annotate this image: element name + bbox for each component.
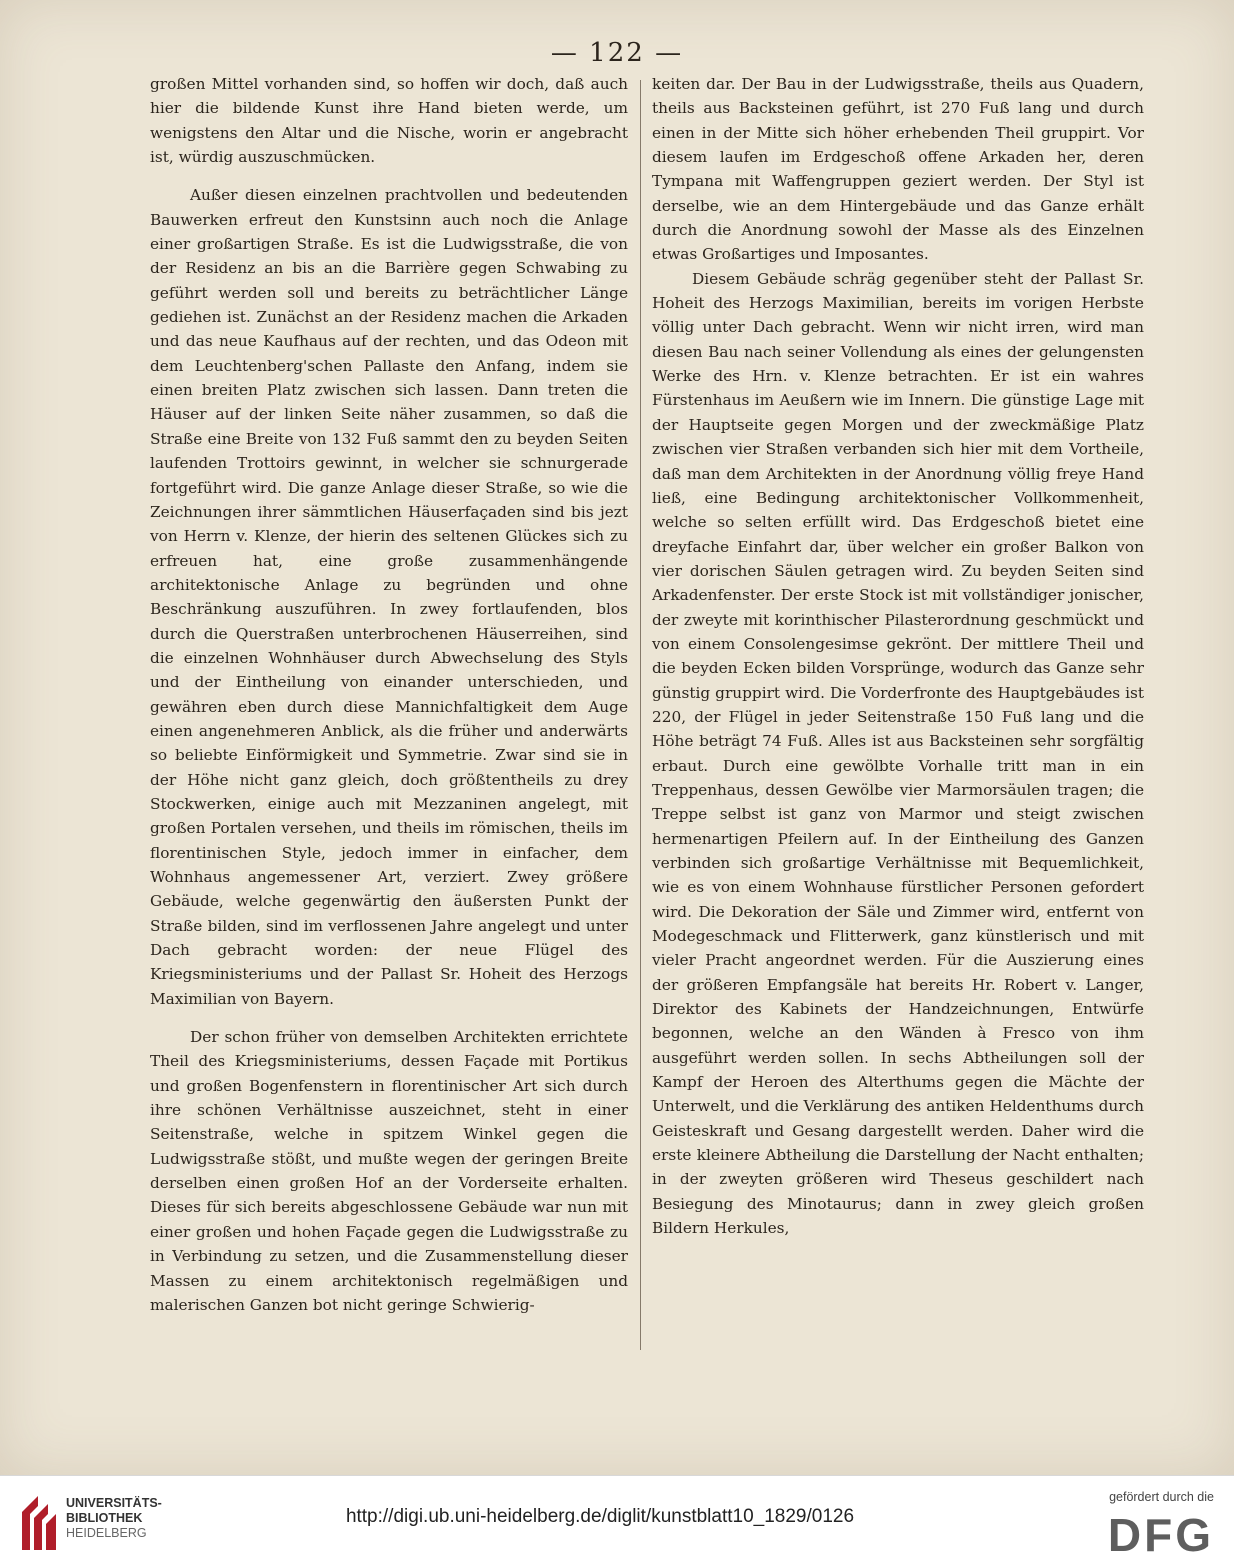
funded-by-label: gefördert durch die — [1109, 1490, 1214, 1504]
right-column — [652, 72, 1144, 1352]
logo-line: HEIDELBERG — [66, 1526, 147, 1540]
university-library-logo-icon — [16, 1492, 60, 1552]
permalink-url[interactable]: http://digi.ub.uni-heidelberg.de/diglit/kunstblatt10_1829/0126 — [345, 1506, 855, 1527]
column-divider — [640, 80, 641, 1350]
viewer-footer — [0, 1475, 1234, 1568]
paragraph: großen Mittel vorhanden sind, so hoffen wir doch, daß auch hier die bildende Kunst ihre Hand bieten werde, um wenigstens den Altar und die Nische, worin er angebracht ist, würdig auszuschmücken. — [150, 75, 628, 167]
page-number: — 122 — — [550, 38, 684, 68]
paragraph: keiten dar. Der Bau in der Ludwigsstraße, theils aus Quadern, theils aus Backsteinen geführt, ist 270 Fuß lang und durch einen in der Mitte sich höher erhebenden Theil gruppirt. Vor diesem laufen im Erdgeschoß offene Arkaden her, deren Tympana mit Waffengruppen geziert werden. Der Styl ist derselbe, wie an dem Hintergebäude und das Ganze erhält durch die Anordnung sowohl der Masse als des Einzelnen etwas Großartiges und Imposantes. — [652, 75, 1144, 264]
paragraph: Diesem Gebäude schräg gegenüber steht der Pallast Sr. Hoheit des Herzogs Maximilian, bereits im vorigen Herbste völlig unter Dach gebracht. Wenn wir nicht irren, wird man diesen Bau nach seiner Vollendung als eines der gelungensten Werke des Hrn. v. Klenze betrachten. Er ist ein wahres Fürstenhaus im Aeußern wie im Innern. Die günstige Lage mit der Hauptseite gegen Morgen und der zweckmäßige Platz zwischen vier Straßen verbanden sich hier mit dem Vortheile, daß man dem Architekten in der Anordnung völlig freye Hand ließ, eine Bedingung architektonischer Vollkommenheit, welche so selten erfüllt wird. Das Erdgeschoß bietet eine dreyfache Einfahrt dar, über welcher ein großer Balkon von vier dorischen Säulen getragen wird. Zu beyden Seiten sind Arkadenfenster. Der erste Stock ist mit vollständiger jonischer, der zweyte mit korinthischer Pilasterordnung geschmückt und von einem Consolengesimse gekrönt. Der mittlere Theil und die beyden Ecken bilden Vorsprünge, wodurch das Ganze sehr günstig gruppirt wird. Die Vorderfronte des Hauptgebäudes ist 220, der Flügel in jeder Seitenstraße 150 Fuß lang und die Höhe beträgt 74 Fuß. Alles ist aus Backsteinen sehr sorgfältig erbaut. Durch eine gewölbte Vorhalle tritt man in ein Treppenhaus, dessen Gewölbe vier Marmorsäulen tragen; die Treppe selbst ist ganz von Marmor und steigt zwischen hermenartigen Pfeilern auf. In der Eintheilung des Ganzen verbinden sich großartige Verhältnisse mit Bequemlichkeit, wie es von einem Wohnhause fürstlicher Personen gefordert wird. Die Dekoration der Säle und Zimmer wird, entfernt von Modegeschmack und Flitterwerk, ganz künstlerisch und mit vieler Pracht angeordnet werden. Für die Auszierung eines der größeren Empfangsäle hat bereits Hr. Robert v. Langer, Direktor des Kabinets der Handzeichnungen, Entwürfe begonnen, welche an den Wänden à Fresco von ihm ausgeführt werden sollen. In sechs Abtheilungen soll der Kampf der Heroen des Alterthums gegen die Mächte der Unterwelt, und die Verklärung des antiken Heldenthums durch Geisteskraft und Gesang dargestellt werden. Daher wird die erste kleinere Abtheilung die Darstellung der Nacht enthalten; in der zweyten größeren wird Theseus geschildert nach Besiegung des Minotaurus; dann in zwey gleich großen Bildern Herkules, — [652, 269, 1144, 1238]
paragraph: Außer diesen einzelnen prachtvollen und bedeutenden Bauwerken erfreut den Kunstsinn auch noch die Anlage einer großartigen Straße. Es ist die Ludwigsstraße, die von der Residenz an bis an die Barrière gegen Schwabing zu geführt werden soll und bereits zu beträchtlicher Länge gediehen ist. Zunächst an der Residenz machen die Arkaden und das neue Kaufhaus auf der rechten, und das Odeon mit dem Leuchtenberg'schen Pallaste den Anfang, indem sie einen breiten Platz zwischen sich lassen. Dann treten die Häuser auf der linken Seite näher zusammen, so daß die Straße eine Breite von 132 Fuß sammt den zu beyden Seiten laufenden Trottoirs gewinnt, in welcher sie schnurgerade fortgeführt wird. Die ganze Anlage dieser Straße, so wie die Zeichnungen ihrer sämmtlichen Häuserfaçaden sind bis jezt von Herrn v. Klenze, der hierin des seltenen Glückes sich zu erfreuen hat, eine große zusammenhängende architektonische Anlage zu begründen und ohne Beschränkung auszuführen. In zwey fortlaufenden, blos durch die Querstraßen unterbrochenen Häuserreihen, sind die einzelnen Wohnhäuser durch Abwechselung des Styls und der Eintheilung von einander unterschieden, und gewähren eben durch diese Mannichfaltigkeit dem Auge einen angenehmeren Anblick, als die früher und anderwärts so beliebte Einförmigkeit und Symmetrie. Zwar sind sie in der Höhe nicht ganz gleich, doch größtentheils zu drey Stockwerken, einige auch mit Mezzaninen angelegt, mit großen Portalen versehen, und theils im römischen, theils im florentinischen Style, jedoch immer in einfacher, dem Wohnhaus angemessener Art, verziert. Zwey größere Gebäude, welche gegenwärtig den äußersten Punkt der Straße bilden, sind im verflossenen Jahre angelegt und unter Dach gebracht worden: der neue Flügel des Kriegsministeriums und der Pallast Sr. Hoheit des Herzogs Maximilian von Bayern. — [150, 186, 628, 1008]
logo-line: BIBLIOTHEK — [66, 1511, 143, 1525]
left-column — [150, 72, 628, 1352]
university-library-name[interactable] — [66, 1496, 162, 1541]
dfg-logo[interactable]: DFG — [1107, 1509, 1214, 1561]
paragraph: Der schon früher von demselben Architekten errichtete Theil des Kriegsministeriums, dessen Façade mit Portikus und großen Bogenfenstern in florentinischer Art sich durch ihre schönen Verhältnisse auszeichnet, steht in einer Seitenstraße, welche in spitzem Winkel gegen die Ludwigsstraße stößt, und mußte wegen der geringen Breite derselben einen großen Hof an der Vorderseite erhalten. Dieses für sich bereits abgeschlossene Gebäude war nun mit einer großen und hohen Façade gegen die Ludwigsstraße zu in Verbindung zu setzen, und die Zusammenstellung dieser Massen zu einem architektonisch regelmäßigen und malerischen Ganzen bot nicht geringe Schwierig- — [150, 1028, 628, 1314]
logo-line: UNIVERSITÄTS- — [66, 1496, 162, 1510]
